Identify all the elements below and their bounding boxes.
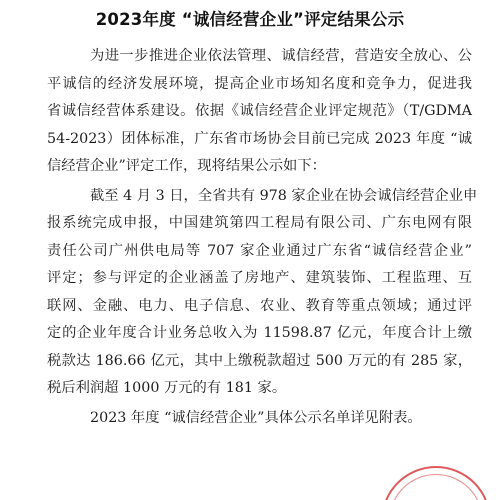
text-line: 平诚信的经济发展环境，提高企业市场知名度和竞争力，促进我 bbox=[47, 75, 472, 92]
text-line: 截至 4 月 3 日，全省共有 978 家企业在协会诚信经营企业申 bbox=[90, 187, 478, 204]
text-line: 54-2023）团体标准，广东省市场协会目前已完成 2023 年度 “诚 bbox=[47, 130, 472, 147]
official-seal-inner-ring bbox=[389, 474, 483, 500]
paragraph-appendix-note bbox=[0, 405, 500, 433]
text-line: 省诚信经营体系建设。依据《诚信经营企业评定规范》（T/GDMA bbox=[47, 103, 472, 119]
document-title: 2023年度 “诚信经营企业”评定结果公示 bbox=[95, 10, 405, 29]
text-line: 为进一步推进企业依法管理、诚信经营，营造安全放心、公 bbox=[90, 48, 472, 64]
text-line: 定的企业年度合计业务总收入为 11598.87 亿元，年度合计上缴 bbox=[47, 325, 472, 341]
text-line: 信经营企业”评定工作，现将结果公示如下： bbox=[47, 158, 326, 174]
paragraph-results bbox=[0, 183, 500, 403]
text-line: 2023 年度 “诚信经营企业”具体公示名单详见附表。 bbox=[90, 409, 422, 426]
text-line: 评定；参与评定的企业涵盖了房地产、建筑装饰、工程监理、互 bbox=[47, 270, 472, 286]
paragraph-intro bbox=[0, 43, 500, 181]
text-line: 报系统完成申报，中国建筑第四工程局有限公司、广东电网有限 bbox=[47, 215, 472, 231]
official-seal bbox=[381, 466, 491, 500]
text-line: 税款达 186.66 亿元，其中上缴税款超过 500 万元的有 285 家， bbox=[47, 352, 472, 369]
text-line: 责任公司广州供电局等 707 家企业通过广东省“诚信经营企业” bbox=[47, 242, 472, 259]
text-line: 联网、金融、电力、电子信息、农业、教育等重点领域；通过评 bbox=[47, 297, 472, 314]
document-body bbox=[0, 43, 500, 432]
text-line: 税后利润超 1000 万元的有 181 家。 bbox=[47, 380, 287, 396]
